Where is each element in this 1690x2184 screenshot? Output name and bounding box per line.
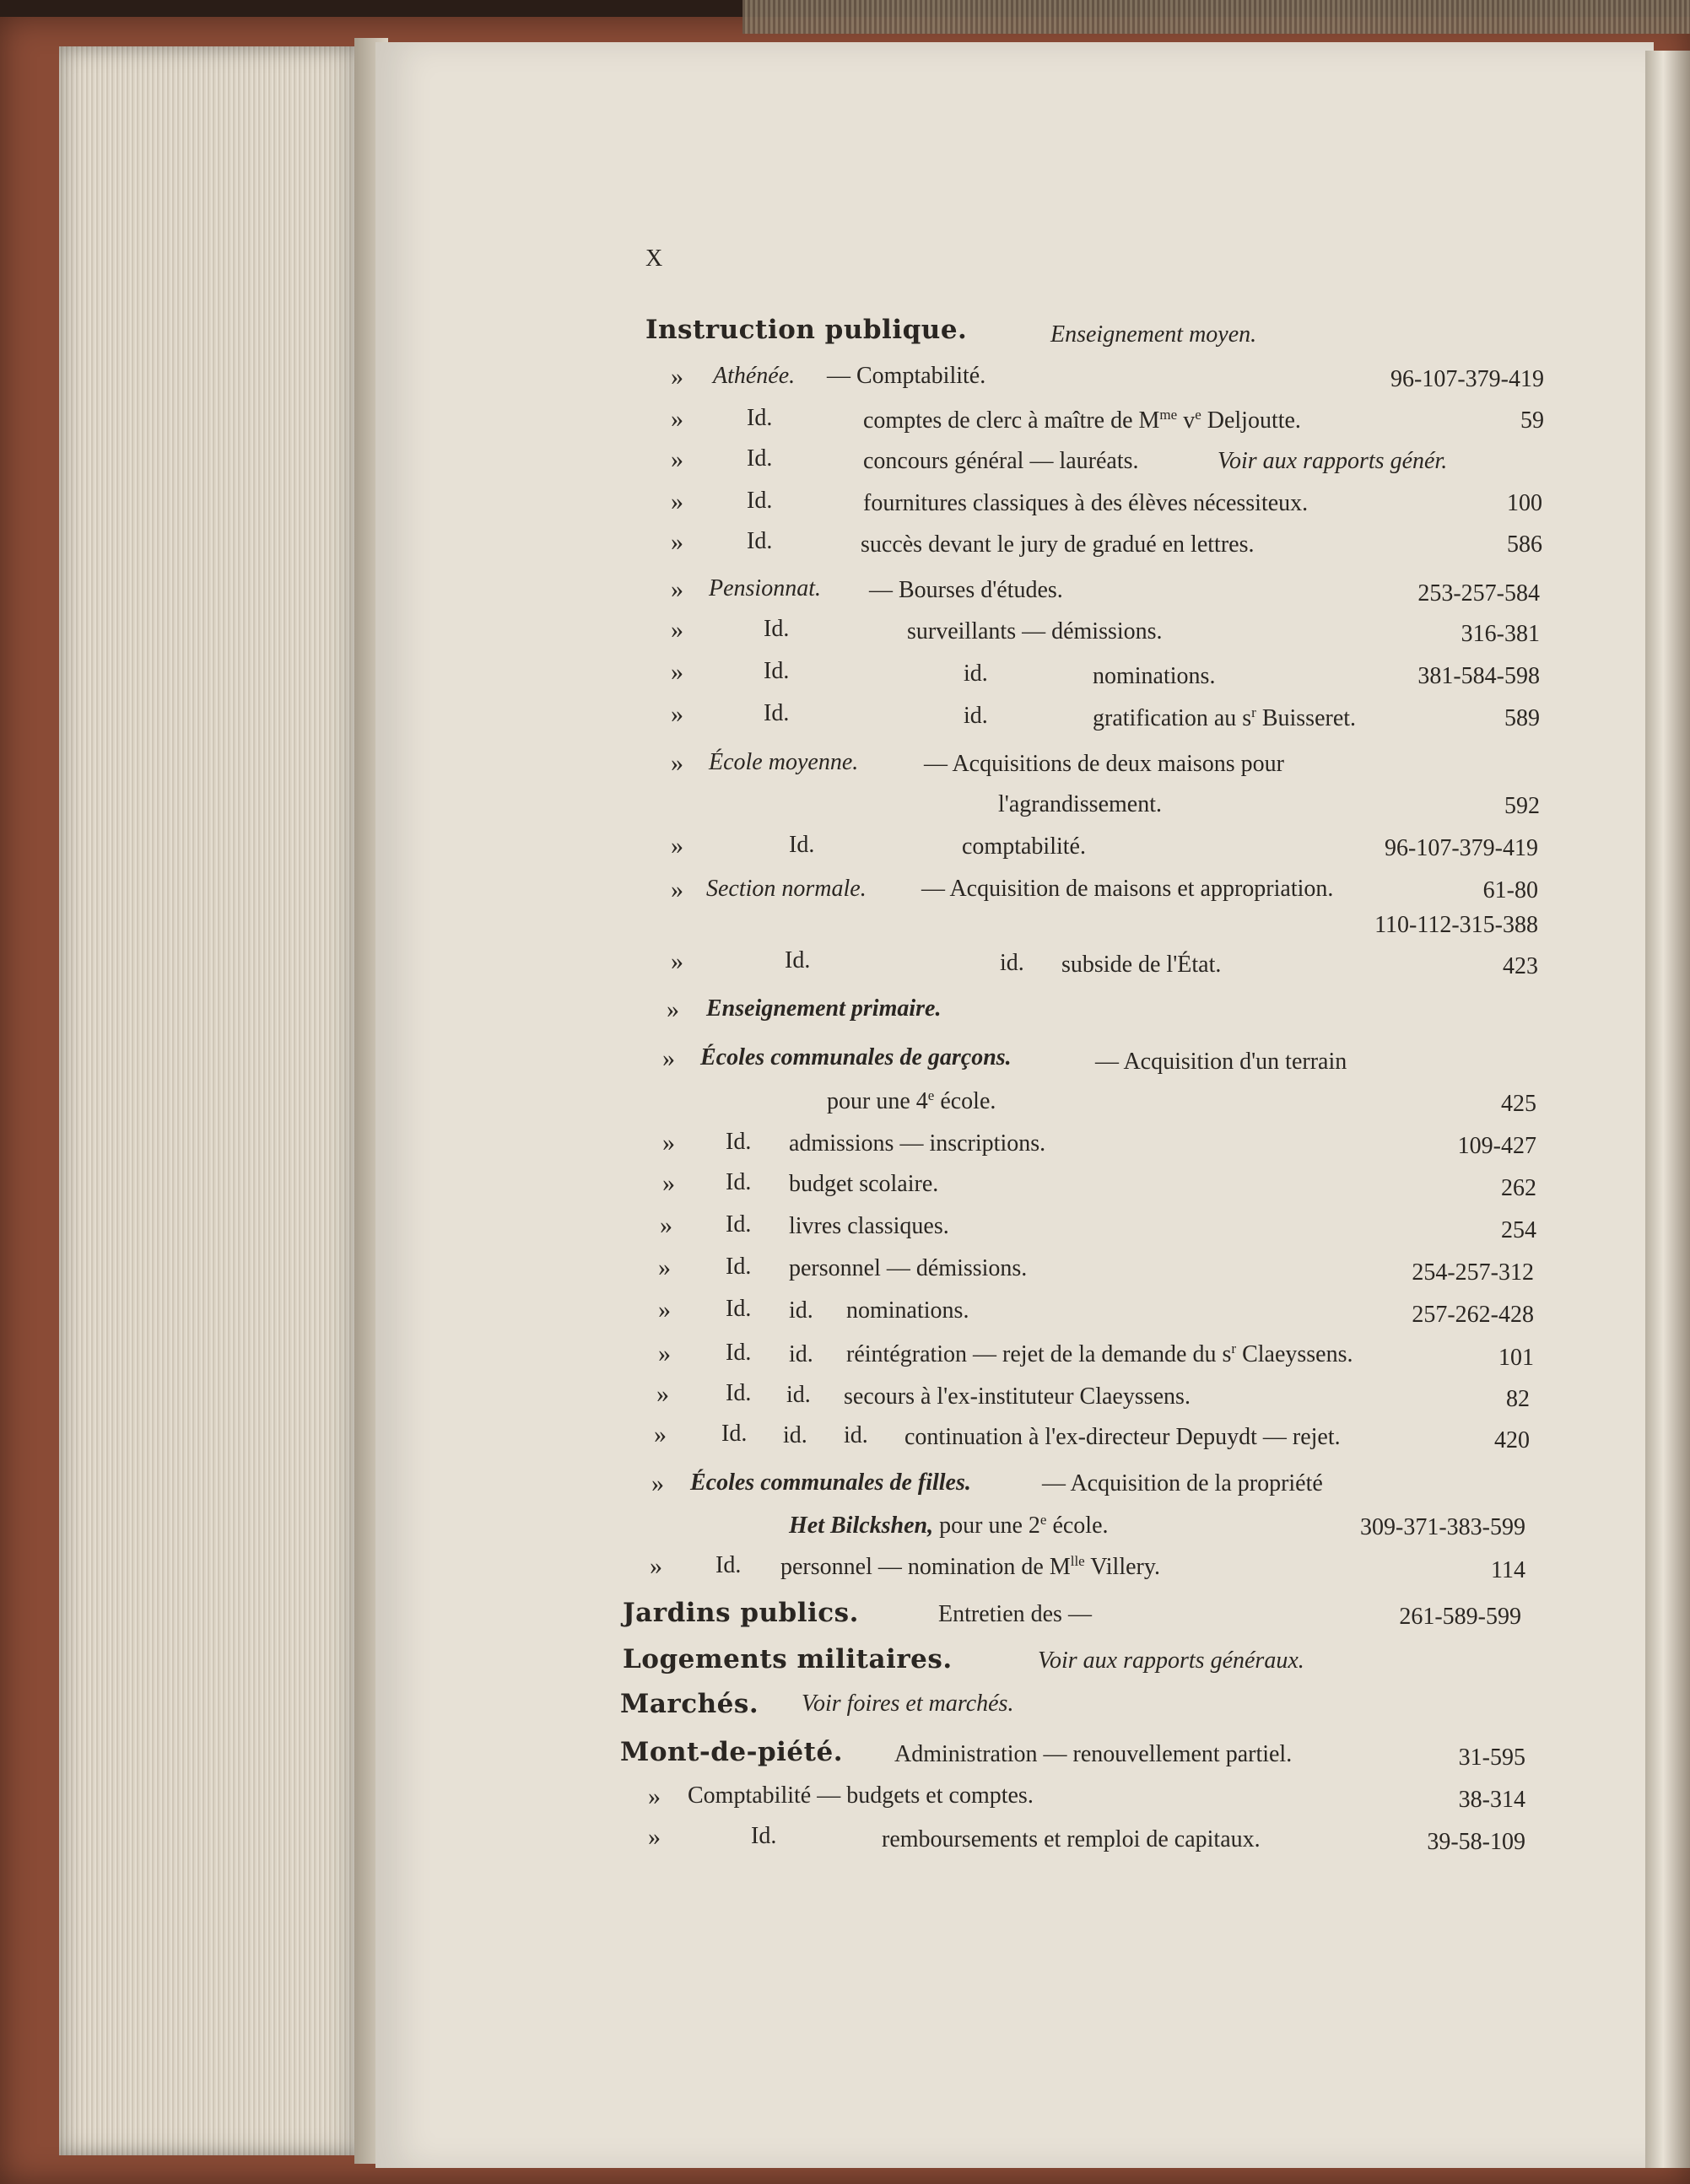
entry-description: réintégration — rejet de la demande du $s^r$ Claeyssens.	[846, 1340, 1353, 1367]
idem-marker: id.	[1000, 950, 1024, 976]
ditto-marker: »	[658, 1296, 671, 1324]
ditto-marker: »	[671, 947, 683, 975]
page-references: 586	[1507, 531, 1542, 558]
ditto-marker: »	[671, 488, 683, 515]
ditto-marker: »	[651, 1469, 664, 1497]
ditto-marker: »	[671, 700, 683, 728]
entry-description: Entretien des —	[938, 1601, 1092, 1627]
idem-marker: id.	[789, 1297, 813, 1324]
idem-marker: Id.	[785, 947, 811, 973]
idem-marker: Id.	[726, 1254, 752, 1280]
section-heading: Marchés.	[620, 1689, 759, 1719]
entry-description: nominations.	[846, 1297, 969, 1324]
entry-description: remboursements et remploi de capitaux.	[882, 1826, 1261, 1852]
ditto-marker: »	[671, 575, 683, 603]
entry-title: Section normale.	[706, 876, 867, 902]
entry-description: personnel — nomination de $M^{lle}$ Villery.	[780, 1553, 1161, 1580]
entry-description: surveillants — démissions.	[907, 618, 1163, 644]
page-references: 101	[1498, 1345, 1534, 1371]
idem-marker: Id.	[715, 1552, 742, 1578]
ditto-marker: »	[671, 405, 683, 433]
ditto-marker: »	[662, 1169, 675, 1197]
idem-marker: Id.	[726, 1129, 752, 1155]
page-references: 589	[1504, 705, 1540, 731]
ditto-marker: »	[671, 616, 683, 644]
page-references: 96-107-379-419	[1390, 366, 1544, 392]
page-references: 253-257-584	[1417, 580, 1540, 607]
ditto-marker: »	[671, 363, 683, 391]
page-references: 59	[1520, 407, 1544, 434]
page-references: 261-589-599	[1399, 1604, 1521, 1630]
page-references: 381-584-598	[1417, 663, 1540, 689]
ditto-marker: »	[671, 749, 683, 777]
subsection-title: Enseignement primaire.	[706, 995, 942, 1022]
entry-description-continued: pour une 4e école.	[827, 1087, 996, 1114]
ditto-marker: »	[648, 1782, 661, 1810]
page-references: 254	[1501, 1217, 1536, 1243]
entry-description: succès devant le jury de gradué en lettres.	[861, 531, 1255, 558]
page-references: 100	[1507, 490, 1542, 516]
page-references: 262	[1501, 1175, 1536, 1201]
page-references: 96-107-379-419	[1385, 835, 1538, 861]
idem-marker: id.	[964, 661, 988, 687]
ditto-marker: »	[671, 876, 683, 903]
ditto-marker: »	[654, 1421, 667, 1448]
entry-description: Comptabilité — budgets et comptes.	[688, 1782, 1034, 1809]
page-references: 257-262-428	[1412, 1302, 1534, 1328]
idem-marker: Id.	[726, 1211, 752, 1238]
entry-description: subside de l'État.	[1061, 952, 1222, 978]
idem-marker: Id.	[726, 1340, 752, 1366]
ditto-marker: »	[648, 1823, 661, 1851]
ditto-marker: »	[667, 995, 679, 1023]
page-references: 31-595	[1458, 1745, 1525, 1771]
entry-description: personnel — démissions.	[789, 1255, 1028, 1281]
section-heading: Instruction publique.	[645, 315, 968, 345]
entry-description: budget scolaire.	[789, 1171, 939, 1197]
idem-marker: id.	[844, 1422, 868, 1448]
entry-description: — Acquisition de la propriété	[1042, 1470, 1323, 1496]
idem-marker: id.	[964, 703, 988, 729]
page-references-continued: 110-112-315-388	[1374, 912, 1538, 938]
ditto-marker: »	[671, 658, 683, 686]
cross-reference: Voir foires et marchés.	[802, 1691, 1014, 1717]
idem-marker: Id.	[726, 1169, 752, 1195]
cross-reference: Voir aux rapports généraux.	[1038, 1647, 1304, 1674]
ditto-marker: »	[658, 1340, 671, 1367]
section-heading: Mont-de-piété.	[620, 1737, 843, 1767]
ditto-marker: »	[671, 832, 683, 860]
entry-title: Écoles communales de filles.	[690, 1469, 971, 1496]
idem-marker: Id.	[764, 700, 790, 726]
ditto-marker: »	[662, 1129, 675, 1157]
page-references: 309-371-383-599	[1360, 1514, 1525, 1540]
page-number: X	[645, 245, 663, 272]
entry-description: — Acquisitions de deux maisons pour	[924, 751, 1284, 777]
idem-marker: Id.	[747, 488, 773, 514]
page-references: 61-80	[1482, 877, 1538, 903]
idem-marker: Id.	[764, 616, 790, 642]
page-references: 254-257-312	[1412, 1259, 1534, 1286]
page-references: 423	[1503, 953, 1538, 979]
ditto-marker: »	[662, 1044, 675, 1072]
idem-marker: Id.	[789, 832, 815, 858]
entry-description: — Acquisition d'un terrain	[1095, 1049, 1347, 1075]
entry-description: — Bourses d'études.	[869, 577, 1063, 603]
idem-marker: Id.	[747, 528, 773, 554]
idem-marker: id.	[789, 1341, 813, 1367]
entry-description: continuation à l'ex-directeur Depuydt — rejet.	[904, 1424, 1341, 1450]
page-references: 425	[1501, 1091, 1536, 1117]
entry-description-continued: l'agrandissement.	[998, 791, 1162, 817]
idem-marker: Id.	[726, 1380, 752, 1406]
ditto-marker: »	[671, 445, 683, 473]
page-references: 38-314	[1458, 1787, 1525, 1813]
idem-marker: id.	[783, 1422, 807, 1448]
section-subheading: Enseignement moyen.	[1050, 321, 1257, 348]
entry-description: — Acquisition de maisons et appropriation.	[921, 876, 1334, 902]
entry-title: Écoles communales de garçons.	[700, 1044, 1012, 1070]
entry-description: livres classiques.	[789, 1213, 949, 1239]
idem-marker: Id.	[747, 445, 773, 472]
entry-description: secours à l'ex-instituteur Claeyssens.	[844, 1383, 1191, 1410]
idem-marker: Id.	[721, 1421, 748, 1447]
page-references: 82	[1506, 1386, 1530, 1412]
entry-description: comptabilité.	[962, 833, 1086, 860]
entry-title: École moyenne.	[709, 749, 859, 775]
page-references: 114	[1491, 1557, 1525, 1583]
entry-description: comptes de clerc à maître de $M^{me}$ $v^e$ Deljoutte.	[863, 407, 1301, 434]
ditto-marker: »	[660, 1211, 672, 1239]
page-references: 420	[1494, 1427, 1530, 1453]
entry-description: gratification au $s^r$ Buisseret.	[1093, 704, 1357, 731]
entry-description: fournitures classiques à des élèves nécessiteux.	[863, 490, 1309, 516]
page-references: 109-427	[1457, 1133, 1536, 1159]
idem-marker: id.	[786, 1382, 811, 1408]
idem-marker: Id.	[726, 1296, 752, 1322]
entry-description: Administration — renouvellement partiel.	[894, 1741, 1293, 1767]
entry-title: Pensionnat.	[709, 575, 821, 601]
entry-description: admissions — inscriptions.	[789, 1130, 1046, 1157]
entry-title: Athénée.	[713, 363, 796, 389]
entry-description-continued: Het Bilckshen, pour une 2e école.	[789, 1512, 1109, 1539]
ditto-marker: »	[656, 1380, 669, 1408]
page-references: 316-381	[1461, 621, 1540, 647]
entry-description: concours général — lauréats.	[863, 448, 1139, 474]
ditto-marker: »	[650, 1552, 662, 1580]
idem-marker: Id.	[764, 658, 790, 684]
entry-description: nominations.	[1093, 663, 1216, 689]
section-heading: Logements militaires.	[623, 1644, 953, 1674]
ditto-marker: »	[671, 528, 683, 556]
idem-marker: Id.	[747, 405, 773, 431]
page-references: 592	[1504, 793, 1540, 819]
page-references: 39-58-109	[1427, 1829, 1525, 1855]
idem-marker: Id.	[751, 1823, 777, 1849]
entry-description: — Comptabilité.	[827, 363, 986, 389]
cross-reference: Voir aux rapports génér.	[1218, 448, 1448, 474]
ditto-marker: »	[658, 1254, 671, 1281]
section-heading: Jardins publics.	[623, 1598, 859, 1628]
